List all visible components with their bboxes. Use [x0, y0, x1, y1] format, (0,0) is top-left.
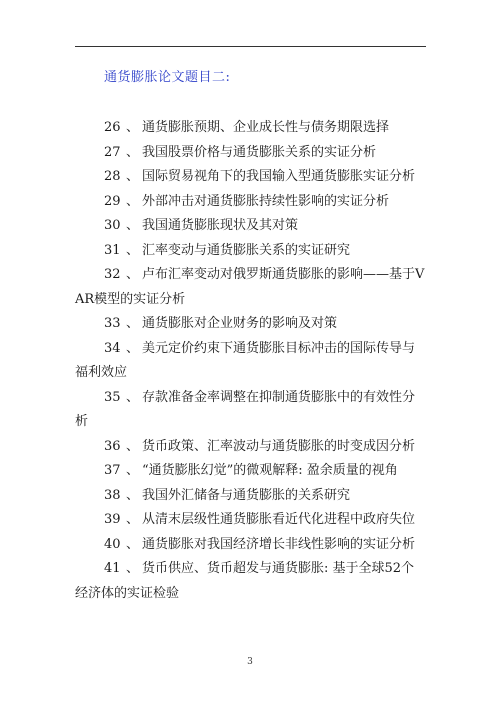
- item-text: 汇率变动与通货膨胀关系的实证研究: [142, 242, 351, 258]
- item-text: 通货膨胀预期、企业成长性与债务期限选择: [142, 120, 390, 135]
- topic-item-33: [75, 312, 426, 337]
- item-text: 从清末层级性通货膨胀看近代化进程中政府失位: [142, 512, 416, 527]
- item-text: “通货膨胀幻觉”的微观解释: 盈余质量的视角: [142, 463, 398, 478]
- item-separator: 、: [126, 218, 140, 233]
- item-separator: 、: [126, 536, 140, 552]
- topic-item-32: [75, 263, 426, 312]
- item-number: 36: [104, 438, 121, 454]
- topic-item-29: [75, 190, 426, 215]
- item-number: 37: [104, 463, 121, 478]
- header-rule: [75, 46, 426, 47]
- item-text: 我国通货膨胀现状及其对策: [142, 218, 299, 233]
- topic-item-38: [75, 484, 426, 509]
- topic-item-37: [75, 459, 426, 484]
- item-text: 货币供应、货币超发与通货膨胀: 基于全球52个经济体的实证检验: [75, 561, 415, 601]
- section-heading: 通货膨胀论文题目二:: [104, 70, 231, 85]
- topic-item-36: [75, 435, 426, 460]
- item-text: 国际贸易视角下的我国输入型通货膨胀实证分析: [142, 169, 416, 184]
- topic-item-34: [75, 337, 426, 386]
- item-number: 31: [104, 242, 121, 258]
- item-separator: 、: [126, 193, 140, 209]
- item-number: 39: [104, 512, 121, 527]
- item-text: 我国股票价格与通货膨胀关系的实证分析: [142, 144, 377, 160]
- topic-item-41: [75, 557, 426, 606]
- item-number: 26: [104, 120, 121, 135]
- item-number: 32: [104, 267, 121, 282]
- item-separator: 、: [126, 561, 140, 576]
- item-separator: 、: [126, 389, 140, 405]
- item-text: 我国外汇储备与通货膨胀的关系研究: [142, 487, 351, 503]
- item-separator: 、: [126, 169, 140, 184]
- item-separator: 、: [126, 316, 140, 331]
- topic-item-39: [75, 508, 426, 533]
- item-number: 27: [104, 144, 121, 160]
- item-text: 美元定价约束下通货膨胀目标冲击的国际传导与福利效应: [75, 340, 416, 380]
- topic-item-26: [75, 116, 426, 141]
- topic-item-40: [75, 533, 426, 558]
- item-number: 30: [104, 218, 121, 233]
- item-separator: 、: [126, 144, 140, 160]
- topic-item-28: [75, 165, 426, 190]
- item-separator: 、: [126, 487, 140, 503]
- item-number: 33: [104, 316, 121, 331]
- topic-item-27: [75, 141, 426, 166]
- item-number: 28: [104, 169, 121, 184]
- topic-item-35: [75, 386, 426, 435]
- item-text: 通货膨胀对企业财务的影响及对策: [142, 316, 338, 331]
- item-separator: 、: [126, 463, 140, 478]
- thesis-topic-list: [75, 116, 426, 606]
- item-separator: 、: [126, 120, 140, 135]
- page-number: 3: [247, 657, 253, 667]
- item-text: 外部冲击对通货膨胀持续性影响的实证分析: [142, 193, 390, 209]
- item-separator: 、: [126, 512, 140, 527]
- item-text: 货币政策、汇率波动与通货膨胀的时变成因分析: [142, 438, 416, 454]
- item-number: 35: [104, 389, 121, 405]
- item-separator: 、: [126, 267, 140, 282]
- topic-item-30: [75, 214, 426, 239]
- item-text: 卢布汇率变动对俄罗斯通货膨胀的影响——基于VAR模型的实证分析: [75, 267, 425, 307]
- item-number: 38: [104, 487, 121, 503]
- item-separator: 、: [126, 242, 140, 258]
- topic-item-31: [75, 239, 426, 264]
- item-number: 34: [104, 340, 121, 356]
- item-text: 通货膨胀对我国经济增长非线性影响的实证分析: [142, 536, 416, 552]
- item-number: 29: [104, 193, 121, 209]
- item-text: 存款准备金率调整在抑制通货膨胀中的有效性分析: [75, 389, 416, 429]
- item-number: 41: [104, 561, 121, 576]
- item-number: 40: [104, 536, 121, 552]
- item-separator: 、: [126, 340, 140, 356]
- item-separator: 、: [126, 438, 140, 454]
